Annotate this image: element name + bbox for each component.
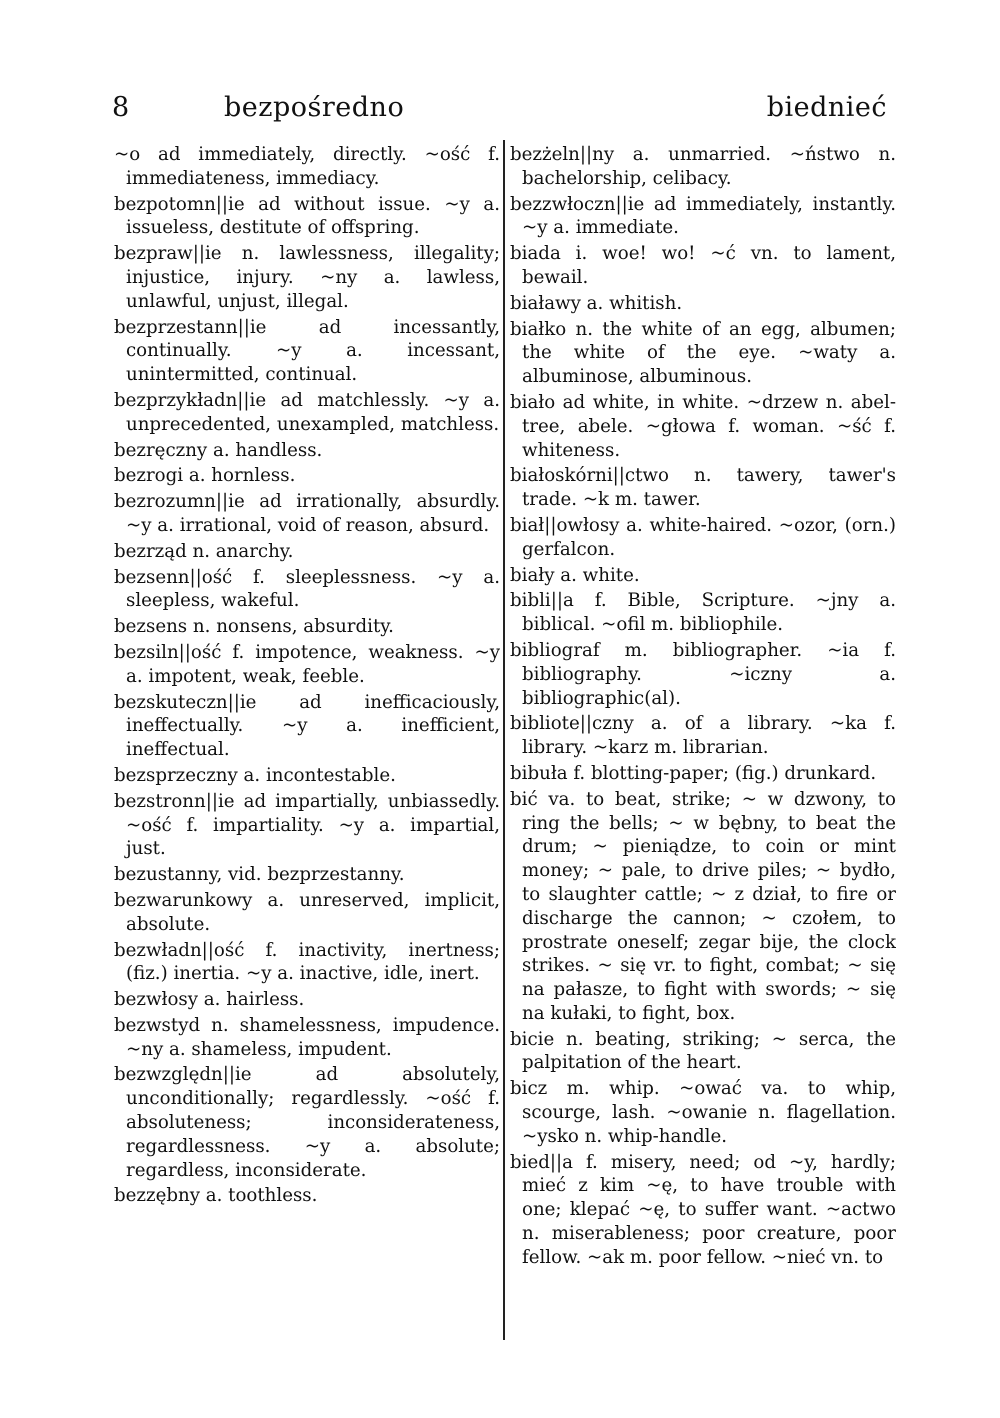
dictionary-entry: biało ad white, in white. ~drzew n. abel-tree, abele. ~głowa f. woman. ~ść f. whiteness.	[510, 391, 896, 461]
dictionary-entry: bezwstyd n. shamelessness, impudence. ~ny a. shameless, impudent.	[114, 1014, 500, 1060]
dictionary-entry: bezpraw||ie n. lawlessness, illegality; injustice, injury. ~ny a. lawless, unlawful, unjust, illegal.	[114, 243, 500, 312]
dictionary-entry: bied||a f. misery, need; od ~y, hardly; mieć z kim ~ę, to have trouble with one; klepać ~ę, to suffer want. ~actwo n. miserableness; poor creature, poor fellow. ~ak m. poor fellow. ~nieć vn. to	[510, 1151, 896, 1268]
dictionary-entry: bezwładn||ość f. inactivity, inertness; (fiz.) inertia. ~y a. inactive, idle, inert.	[114, 939, 500, 985]
column-divider	[503, 140, 505, 1340]
left-column	[114, 143, 500, 1343]
dictionary-entry: biada i. woe! wo! ~ć vn. to lament, bewail.	[510, 243, 896, 288]
dictionary-entry: bezżeln||ny a. unmarried. ~ństwo n. bachelorship, celibacy.	[510, 144, 896, 189]
dictionary-entry: bezprzestann||ie ad incessantly, continually. ~y a. incessant, unintermitted, continual.	[114, 316, 500, 386]
right-column	[510, 143, 896, 1343]
dictionary-entry: bezwłosy a. hairless.	[114, 989, 305, 1011]
dictionary-entry: bezskuteczn||ie ad inefficaciously, ineffectually. ~y a. inefficient, ineffectual.	[114, 691, 500, 761]
dictionary-entry: bezprzykładn||ie ad matchlessly. ~y a. unprecedented, unexampled, matchless.	[114, 389, 500, 435]
dictionary-entry: biały a. white.	[510, 564, 640, 586]
dictionary-entry: bezrozumn||ie ad irrationally, absurdly. ~y a. irrational, void of reason, absurd.	[114, 491, 500, 536]
dictionary-entry: bicie n. beating, striking; ~ serca, the palpitation of the heart.	[510, 1028, 896, 1074]
right-guide-word: biednieć	[766, 92, 887, 123]
dictionary-entry: bić va. to beat, strike; ~ w dzwony, to ring the bells; ~ w bębny, to beat the drum; ~ pieniądze, to coin or mint money; ~ pale, to drive piles; ~ bydło, to slaughter cattle; ~ z dział, to fire or discharge the cannon; ~ czołem, to prostrate oneself; zegar bije, the clock strikes. ~ się vr. to fight, combat; ~ się na pałasze, to fight with swords; ~ się na kułaki, to fight, box.	[510, 788, 896, 1024]
dictionary-entry: białawy a. whitish.	[510, 292, 683, 314]
dictionary-entry: bezsprzeczny a. incontestable.	[114, 764, 396, 786]
dictionary-entry: bezrogi a. hornless.	[114, 465, 296, 487]
dictionary-entry: bezwzględn||ie ad absolutely, unconditionally; regardlessly. ~ość f. absoluteness; inconsiderateness, regardlessness. ~y a. absolute; regardless, inconsiderate.	[114, 1064, 500, 1181]
dictionary-entry: bezustanny, vid. bezprzestanny.	[114, 864, 405, 886]
dictionary-entry: bibli||a f. Bible, Scripture. ~jny a. biblical. ~ofil m. bibliophile.	[510, 590, 896, 636]
left-guide-word: bezpośredno	[224, 92, 405, 123]
page-number: 8	[112, 92, 130, 123]
dictionary-entry: białoskórni||ctwo n. tawery, tawer's trade. ~k m. tawer.	[510, 465, 896, 511]
dictionary-entry: bezzębny a. toothless.	[114, 1185, 318, 1207]
dictionary-entry: bezręczny a. handless.	[114, 439, 323, 461]
dictionary-entry: bezpotomn||ie ad without issue. ~y a. issueless, destitute of offspring.	[114, 193, 500, 239]
dictionary-entry: bezzwłoczn||ie ad immediately, instantly. ~y a. immediate.	[510, 193, 896, 239]
dictionary-entry: bezsiln||ość f. impotence, weakness. ~y a. impotent, weak, feeble.	[114, 641, 500, 687]
dictionary-entry: bibliote||czny a. of a library. ~ka f. library. ~karz m. librarian.	[510, 713, 896, 759]
dictionary-entry: bibliograf m. bibliographer. ~ia f. bibliography. ~iczny a. bibliographic(al).	[510, 639, 896, 709]
dictionary-entry: bezwarunkowy a. unreserved, implicit, absolute.	[114, 889, 500, 935]
dictionary-entry: bezsenn||ość f. sleeplessness. ~y a. sleepless, wakeful.	[114, 566, 500, 612]
dictionary-entry: bicz m. whip. ~ować va. to whip, scourge, lash. ~owanie n. flagellation. ~ysko n. whip-handle.	[510, 1078, 896, 1147]
dictionary-entry: ~o ad immediately, directly. ~ość f. immediateness, immediacy.	[114, 144, 500, 189]
dictionary-entry: bibuła f. blotting-paper; (fig.) drunkard.	[510, 762, 877, 784]
dictionary-entry: białko n. the white of an egg, albumen; the white of the eye. ~waty a. albuminose, albuminous.	[510, 318, 896, 388]
dictionary-entry: bezrząd n. anarchy.	[114, 540, 294, 562]
running-header	[112, 92, 887, 132]
dictionary-entry: bezsens n. nonsens, absurdity.	[114, 616, 394, 638]
dictionary-entry: bezstronn||ie ad impartially, unbiassedly. ~ość f. impartiality. ~y a. impartial, just.	[114, 790, 500, 860]
dictionary-entry: biał||owłosy a. white-haired. ~ozor, (orn.) gerfalcon.	[510, 514, 896, 560]
